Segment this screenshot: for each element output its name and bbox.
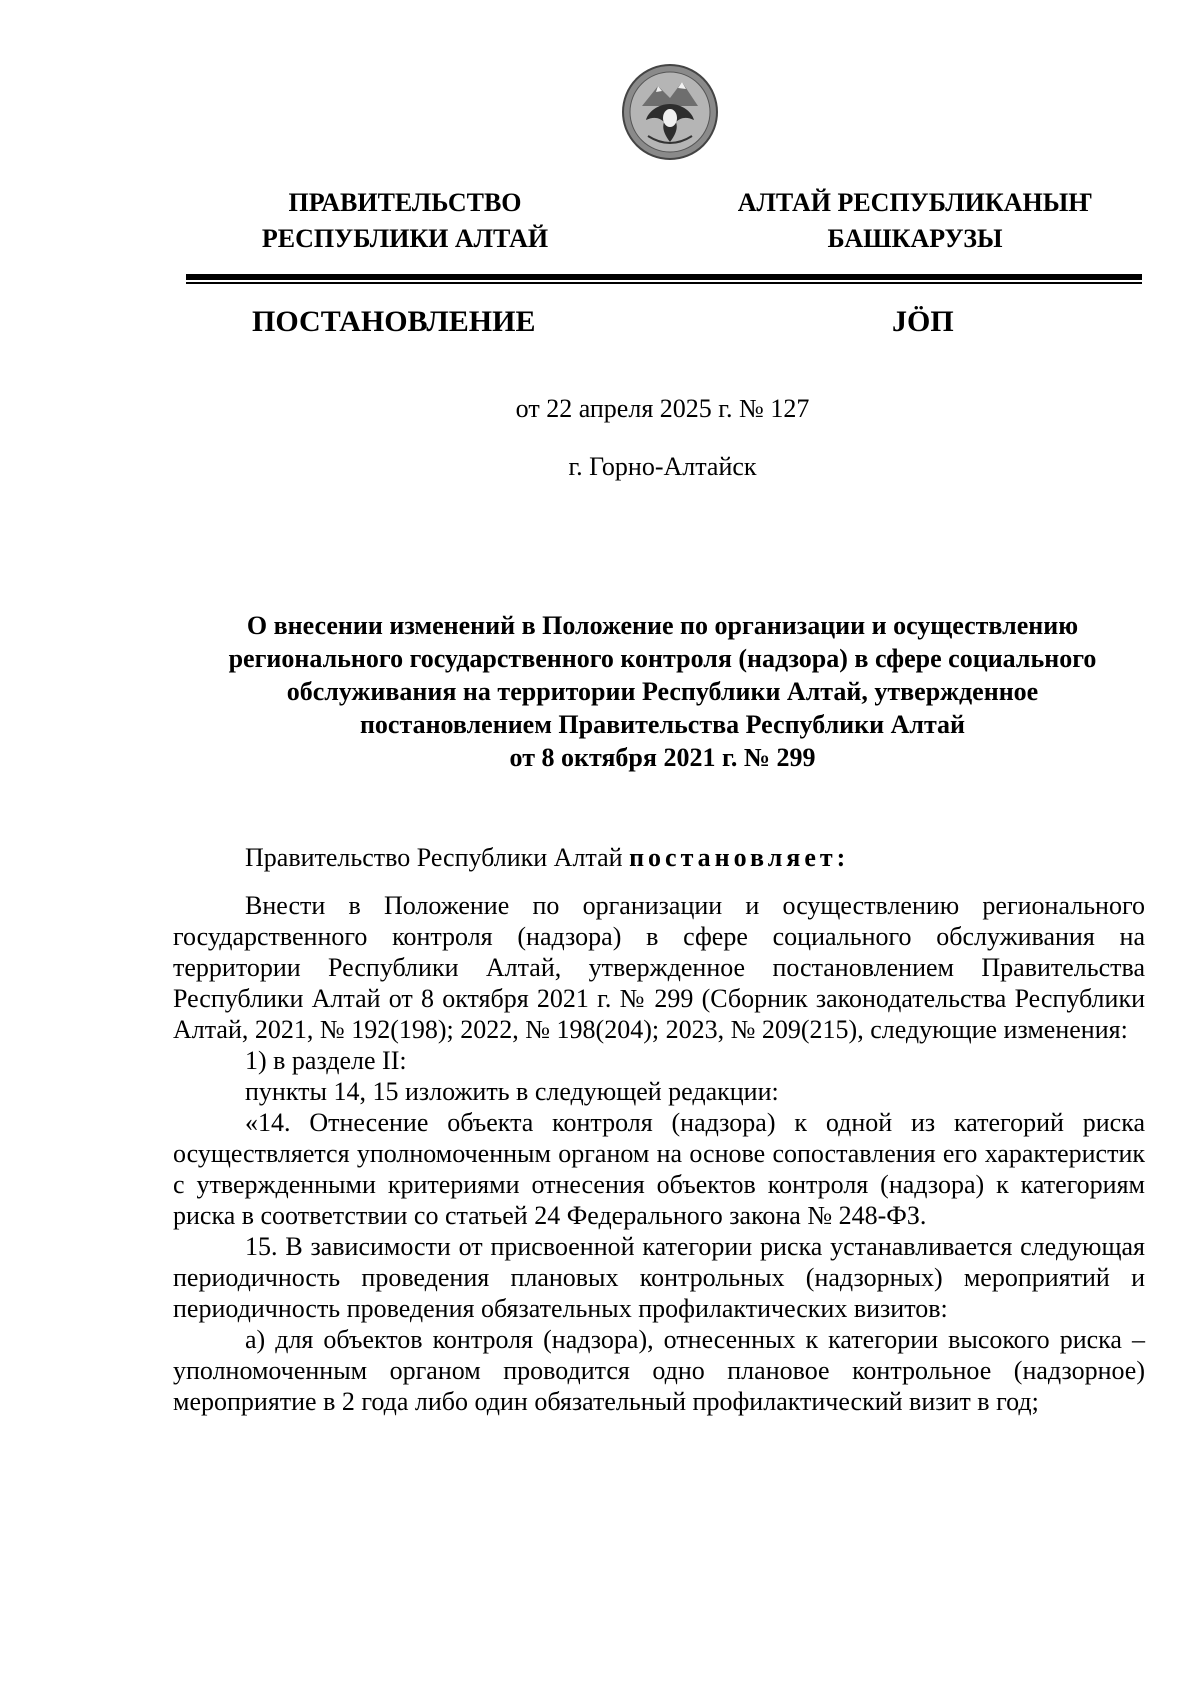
government-name-line2: РЕСПУБЛИКИ АЛТАЙ: [261, 224, 549, 253]
paragraph-item-15-a: а) для объектов контроля (надзора), отнесенных к категории высокого риска – уполномоченным органом проводится одно плановое контрольное (надзорное) мероприятие в 2 года либо один обязательный профилактический визит в год;: [173, 1325, 1145, 1416]
paragraph-section-ii: 1) в разделе II:: [245, 1046, 407, 1075]
document-title: [180, 609, 1145, 774]
government-name-altai-line2: БАШКАРУЗЫ: [827, 224, 1003, 253]
paragraph-amendments: Внести в Положение по организации и осуществлению регионального государственного контроля (надзора) в сфере социального обслуживания на территории Республики Алтай, утвержденное постановлением Правительства Республики Алтай от 8 октября 2021 г. № 299 (Сборник законодательства Республики Алтай, 2021, № 192(198); 2022, № 198(204); 2023, № 209(215), следующие изменения:: [173, 891, 1145, 1044]
document-type-russian: ПОСТАНОВЛЕНИЕ: [252, 305, 536, 338]
header-divider-thin: [186, 282, 1142, 284]
government-name-line1: ПРАВИТЕЛЬСТВО: [288, 188, 522, 217]
resolution-keyword: постановляет:: [629, 843, 850, 872]
paragraph-item-14: «14. Отнесение объекта контроля (надзора) к одной из категорий риска осуществляется уполномоченным органом на основе сопоставления его характеристик с утвержденными критериями отнесения объектов контроля (надзора) к категориям риска в соответствии со статьей 24 Федерального закона № 248-ФЗ.: [173, 1108, 1145, 1230]
document-city: г. Горно-Алтайск: [568, 452, 757, 481]
resolution-lead-text: Правительство Республики Алтай: [245, 843, 630, 872]
title-line2: регионального государственного контроля (надзора) в сфере социального: [228, 644, 1097, 673]
document-date-number: от 22 апреля 2025 г. № 127: [515, 394, 810, 423]
resolution-lead: [173, 842, 1145, 873]
document-type-altai: JӦП: [892, 305, 954, 338]
paragraph-item-15: 15. В зависимости от присвоенной категории риска устанавливается следующая периодичность проведения плановых контрольных (надзорных) мероприятий и периодичность проведения обязательных профилактических визитов:: [173, 1232, 1145, 1323]
header-divider-thick: [186, 274, 1142, 280]
government-name-altai-line1: АЛТАЙ РЕСПУБЛИКАНЫҤ: [737, 188, 1093, 217]
title-line1: О внесении изменений в Положение по организации и осуществлению: [246, 611, 1079, 640]
title-line5: от 8 октября 2021 г. № 299: [509, 743, 816, 772]
government-name-altai: [705, 185, 1125, 257]
title-line3: обслуживания на территории Республики Алтай, утвержденное: [286, 677, 1039, 706]
government-name-russian: [195, 185, 615, 257]
paragraph-items-14-15: пункты 14, 15 изложить в следующей редакции:: [245, 1077, 779, 1106]
title-line4: постановлением Правительства Республики Алтай: [359, 710, 966, 739]
document-body: [173, 842, 1145, 1417]
coat-of-arms-emblem: [620, 62, 720, 162]
